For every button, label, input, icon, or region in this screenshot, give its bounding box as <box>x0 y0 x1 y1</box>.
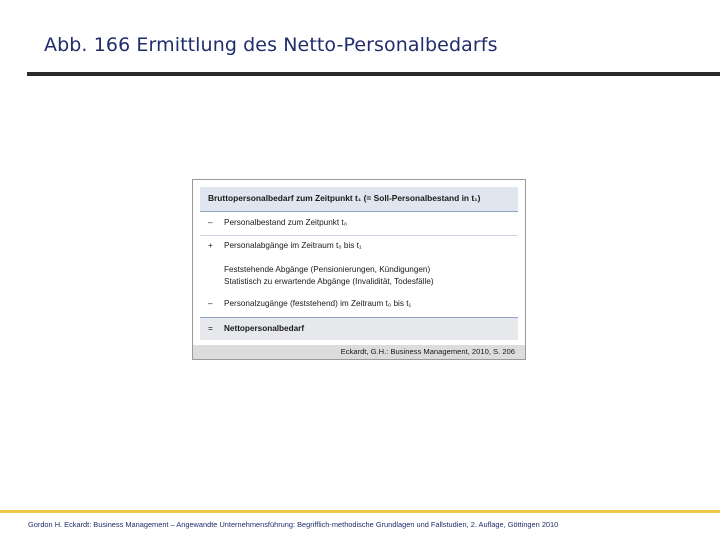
table-row <box>200 241 518 255</box>
result-row <box>200 317 518 340</box>
figure-source: Eckardt, G.H.: Business Management, 2010, S. 206 <box>340 347 515 356</box>
slide-title: Abb. 166 Ermittlung des Netto-Personalbedarfs <box>44 34 498 56</box>
figure-table <box>200 187 518 345</box>
footer-divider <box>0 510 720 513</box>
result-text: Nettopersonalbedarf <box>224 324 305 333</box>
figure-header-text: Bruttopersonalbedarf zum Zeitpunkt t₁ (= Soll-Personalbestand in t₁) <box>208 193 481 203</box>
row-text: Personalzugänge (feststehend) im Zeitraum t₀ bis t₁ <box>224 299 412 308</box>
table-row <box>200 299 518 313</box>
footer-citation: Gordon H. Eckardt: Business Management – Angewandte Unternehmensführung: Begrifflich-methodische Grundlagen und Fallstudien, 2. Auflage, Göttingen 2010 <box>28 520 559 529</box>
title-divider <box>27 72 720 76</box>
table-row <box>200 277 518 291</box>
result-sign: = <box>208 324 213 333</box>
row-text: Feststehende Abgänge (Pensionierungen, Kündigungen) <box>224 265 431 274</box>
row-text: Personalabgänge im Zeitraum t₀ bis t₁ <box>224 241 362 250</box>
figure-header-row <box>200 187 518 212</box>
figure-source-bar <box>193 345 525 359</box>
row-text: Personalbestand zum Zeitpunkt t₀ <box>224 218 348 227</box>
row-sign: + <box>208 241 213 250</box>
row-divider <box>200 235 518 236</box>
row-sign: – <box>208 218 213 227</box>
table-row <box>200 218 518 232</box>
row-text: Statistisch zu erwartende Abgänge (Invalidität, Todesfälle) <box>224 277 434 286</box>
figure-netto-personalbedarf <box>192 179 526 360</box>
row-sign: – <box>208 299 213 308</box>
